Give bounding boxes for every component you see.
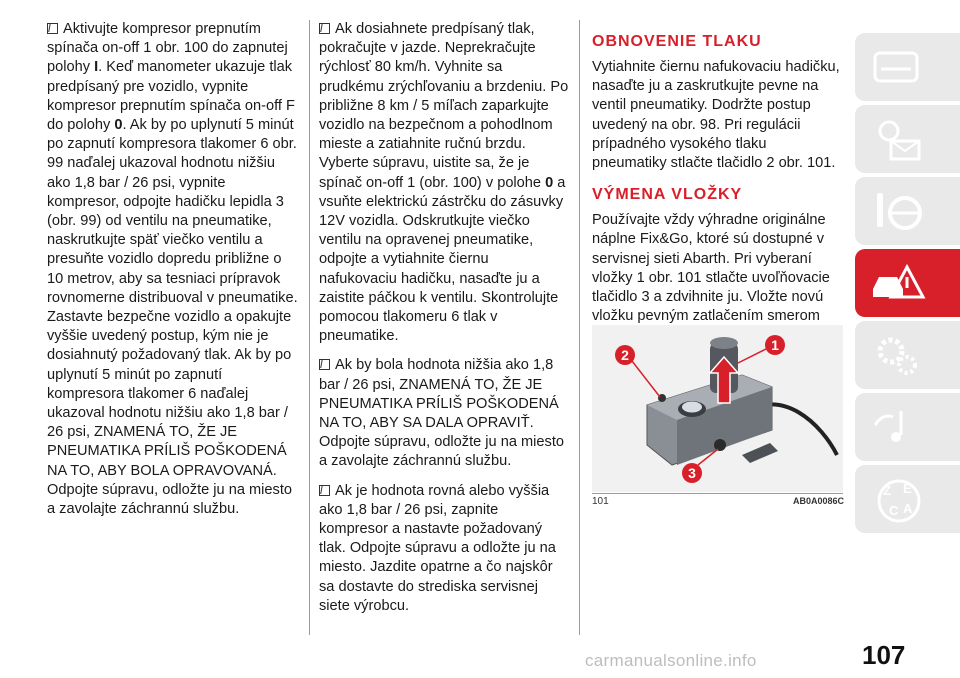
checkbox-bullet-icon: [319, 23, 330, 34]
text-column-1: [47, 20, 299, 519]
page-number: 107: [862, 640, 906, 670]
section-heading: VÝMENA VLOŽKY: [592, 186, 743, 204]
text-column-2: [319, 20, 569, 616]
watermark: carmanualsonline.info: [585, 651, 757, 670]
paragraph: Aktivujte kompresor prepnutím spínača on-off 1 obr. 100 do zapnutej polohy I. Keď manometer ukazuje tlak predpísaný pre vozidlo, vypnite kompresor prepnutím spínača on-off F do polohy 0. Ak by po uplynutí 5 minút po zapnutí kompresora tlakomer 6 obr. 99 naďalej ukazoval hodnotu nižšiu ako 1,8 bar / 26 psi, vypnite kompresor, odpojte hadičku lepidla 3 (obr. 99) od ventilu na pneumatike, naskrutkujte späť viečko ventilu a presuňte vozidlo dopredu približne o 10 metrov, aby sa tesniaci prípravok rovnomerne distribuoval v pneumatike. Zastavte bezpečne vozidlo a opakujte vyššie uvedený postup, kým nie je dosiahnutý požadovaný tlak. Ak by po uplynutí 5 minút po zapnutí kompresora tlakomer 6 naďalej ukazoval hodnotu nižšiu ako 1,8 bar / 26 psi, ZNAMENÁ TO, ŽE JE PNEUMATIKA PRÍLIŠ POŠKODENÁ NA TO, ABY BOLA OPRAVOVANÁ. Odpojte súpravu, odložte ju na miesto a zavolajte záchrannú službu.: [47, 21, 298, 518]
paragraph: Používajte vždy výhradne originálne náplne Fix&Go, ktoré sú dostupné v servisnej sieti Abarth. Pri vyberaní vložky 1 obr. 101 stlačte uvoľňovacie tlačidlo 3 a zdvihnite ju. Vložte novú vložku pevným zatlačením smerom: [592, 212, 830, 325]
car-dashboard-icon: [867, 39, 927, 95]
paragraph: Ak by bola hodnota nižšia ako 1,8 bar / 26 psi, ZNAMENÁ TO, ŽE JE PNEUMATIKA PRÍLIŠ POŠKODENÁ NA TO, ABY SA DALA OPRAVIŤ. Odpojte súpravu, odložte ju na miesto a zavolajte záchrannú službu.: [319, 357, 564, 470]
paragraph: Vytiahnite čiernu nafukovaciu hadičku, nasaďte ju a zaskrutkujte pevne na ventil pneumatiky. Dodržte postup uvedený na obr. 98. Pri regulácii prípadného vysokého tlaku pneumatiky stlačte tlačidlo 2 obr. 101.: [592, 59, 840, 172]
gears-icon: [867, 327, 927, 383]
figure-number: 101: [592, 496, 609, 507]
paragraph: Ak dosiahnete predpísaný tlak, pokračujte v jazde. Neprekračujte rýchlosť 80 km/h. Vyhnite sa prudkému zrýchľovaniu a brzdeniu. Po približne 8 km / 5 míľach zaparkujte vozidlo na bezpečnom a pohodlnom mieste a zatiahnite ručnú brzdu. Vyberte súpravu, uistite sa, že je spínač on-off 1 (obr. 100) v polohe 0 a vsuňte elektrickú zástrčku do zásuvky 12V vozidla. Odskrutkujte viečko ventilu na opravenej pneumatike, odpojte a vytiahnite čiernu nafukovaciu hadičku, nasaďte ju a zaistite páčkou k ventilu. Skontrolujte pomocou tlakomeru 6 tlak v pneumatike.: [319, 21, 569, 345]
compressor-illustration: [592, 325, 843, 492]
figure-code: AB0A0086C: [793, 496, 845, 506]
column-divider: [309, 20, 310, 635]
checkbox-bullet-icon: [47, 23, 58, 34]
tab-car-dashboard[interactable]: [855, 33, 960, 101]
seatbelt-steering-icon: [867, 183, 927, 239]
car-warning-icon: [867, 255, 927, 311]
checkbox-bullet-icon: [319, 359, 330, 370]
svg-text:3: 3: [688, 465, 696, 481]
column-divider: [579, 20, 580, 635]
svg-text:1: 1: [771, 337, 779, 353]
text-column-3: [592, 32, 842, 346]
tab-safety[interactable]: [855, 177, 960, 245]
music-navigation-icon: [867, 399, 927, 455]
paragraph: Ak je hodnota rovná alebo vyššia ako 1,8 bar / 26 psi, zapnite kompresor a nastavte požadovaný tlak. Odpojte súpravu a odložte ju na miesto. Jazdite opatrne a čo najskôr sa dostavte do strediska servisnej siete výrobcu.: [319, 482, 556, 614]
tab-maintenance[interactable]: [855, 321, 960, 389]
lights-mail-icon: [867, 111, 927, 167]
svg-text:E: E: [903, 481, 912, 496]
position-label: 0: [114, 117, 123, 134]
alphabet-index-icon: [867, 471, 927, 527]
tab-lights[interactable]: [855, 105, 960, 173]
position-label: I: [94, 59, 99, 76]
tab-index[interactable]: [855, 465, 960, 533]
svg-text:C: C: [889, 503, 899, 518]
tab-multimedia[interactable]: [855, 393, 960, 461]
tab-emergency[interactable]: [855, 249, 960, 317]
checkbox-bullet-icon: [319, 485, 330, 496]
chapter-tabs: [855, 33, 960, 643]
position-label: 0: [545, 174, 554, 191]
svg-text:2: 2: [621, 347, 629, 363]
svg-text:Z: Z: [883, 483, 891, 498]
figure-rule: [592, 493, 843, 494]
figure-compressor: [592, 325, 843, 492]
svg-text:A: A: [903, 501, 913, 516]
section-heading: OBNOVENIE TLAKU: [592, 33, 762, 50]
